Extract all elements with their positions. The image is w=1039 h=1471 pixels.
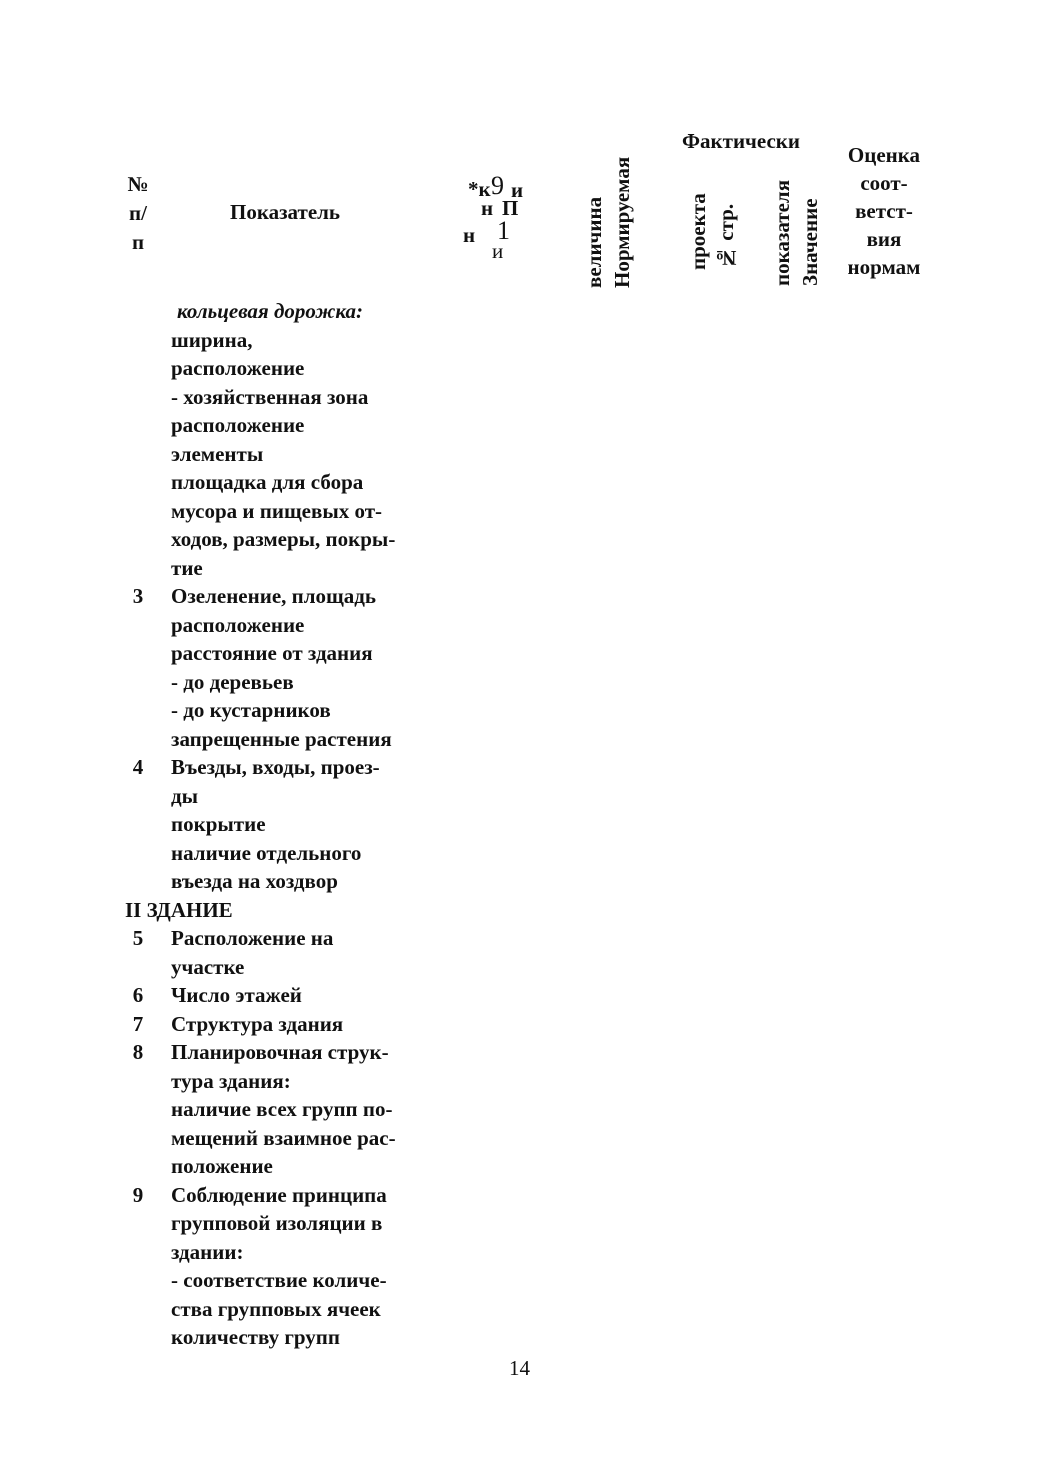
header-value-line: Значение (798, 198, 822, 286)
header-page-ref (684, 178, 740, 270)
table-row (118, 1266, 438, 1295)
row-text: тура здания: (171, 1068, 291, 1093)
table-row (118, 1067, 438, 1096)
row-number: 5 (132, 926, 144, 950)
table-row (118, 525, 438, 554)
header-symbol: н (481, 196, 494, 220)
header-value-line: показателя (770, 179, 794, 286)
row-text: покрытие (171, 812, 266, 836)
page-number: 14 (509, 1356, 530, 1380)
header-symbol: *к (468, 177, 491, 201)
table-row (118, 1038, 438, 1067)
header-evaluation-line: нормам (847, 255, 921, 279)
row-text: Соблюдение принципа (171, 1182, 387, 1207)
table-row (118, 782, 438, 811)
table-row (118, 1095, 438, 1124)
header-symbol: н (463, 223, 476, 247)
row-text: ды (171, 783, 199, 808)
row-text: - до деревьев (171, 669, 294, 694)
table-row (118, 753, 438, 782)
row-number: 9 (132, 1182, 144, 1207)
table-row (118, 725, 438, 754)
row-text: здании: (171, 1239, 244, 1264)
row-text: групповой изоляции в (171, 1211, 383, 1235)
table-row (118, 924, 438, 953)
table-row (118, 468, 438, 497)
header-symbols (462, 172, 532, 262)
header-actual: Фактически (682, 129, 800, 153)
header-normative-line: Нормируемая (610, 156, 634, 288)
header-evaluation (830, 141, 938, 281)
table-row (118, 867, 438, 896)
table-row (118, 668, 438, 697)
row-text: Озеленение, площадь (171, 584, 376, 608)
table-row (118, 383, 438, 412)
row-text: ходов, размеры, покры- (171, 527, 396, 551)
row-number: 7 (132, 1011, 144, 1036)
table-row (118, 696, 438, 725)
table-row (118, 1209, 438, 1238)
row-text: тие (171, 555, 203, 580)
table-row (118, 611, 438, 640)
header-evaluation-line: соот- (860, 171, 908, 195)
header-symbol: П (502, 196, 519, 220)
row-text: мещений взаимное рас- (171, 1125, 396, 1150)
row-text: въезда на хоздвор (171, 869, 338, 893)
row-text: расположение (171, 356, 305, 380)
table-row (118, 1010, 438, 1039)
row-text: положение (171, 1154, 273, 1178)
row-text: участке (171, 954, 245, 979)
row-text: площадка для сбора (171, 470, 364, 494)
row-text: ширина, (171, 327, 253, 352)
row-text: Число этажей (171, 983, 302, 1007)
table-row (118, 839, 438, 868)
header-number-line: № (127, 172, 149, 196)
table-row (118, 411, 438, 440)
table-row (118, 440, 438, 469)
header-number (118, 170, 158, 257)
header-page-ref-line: № стр. (714, 203, 738, 270)
table-row (118, 1152, 438, 1181)
row-text: наличие всех групп по- (171, 1097, 393, 1121)
section-heading (118, 896, 438, 925)
header-number-line: п/ (129, 201, 147, 225)
row-text: Расположение на (171, 926, 334, 950)
row-text: - хозяйственная зона (171, 384, 369, 409)
row-number: 3 (132, 584, 144, 608)
header-normative-line: величина (582, 196, 606, 288)
row-text: расположение (171, 612, 305, 637)
row-text: Структура здания (171, 1011, 344, 1036)
table-row (118, 1124, 438, 1153)
table-row (118, 554, 438, 583)
row-text: количеству групп (171, 1325, 340, 1349)
row-text: запрещенные растения (171, 726, 392, 751)
table-row (118, 953, 438, 982)
table-row (118, 582, 438, 611)
header-symbol: и (511, 178, 524, 202)
table-row (118, 354, 438, 383)
indicator-list (118, 297, 438, 1352)
header-evaluation-line: вия (866, 227, 902, 251)
table-row (118, 497, 438, 526)
row-number: 4 (132, 755, 144, 779)
table-row (118, 1295, 438, 1324)
table-row (118, 810, 438, 839)
row-text: Планировочная струк- (171, 1040, 389, 1064)
table-row (118, 1181, 438, 1210)
row-text: Въезды, входы, проез- (171, 755, 380, 779)
row-text: - до кустарников (171, 698, 331, 722)
row-text: - соответствие количе- (171, 1268, 387, 1292)
header-evaluation-line: ветст- (855, 199, 913, 223)
row-text: II ЗДАНИЕ (125, 897, 233, 922)
row-text: мусора и пищевых от- (171, 498, 383, 523)
table-row (118, 981, 438, 1010)
header-evaluation-line: Оценка (847, 143, 921, 167)
row-text: элементы (171, 441, 264, 466)
header-symbol: 1 (497, 216, 510, 245)
header-symbol: 9 (491, 171, 504, 200)
row-text: наличие отдельного (171, 840, 362, 865)
table-row (118, 326, 438, 355)
table-row (118, 1238, 438, 1267)
row-text: расположение (171, 413, 305, 437)
header-number-line: п (131, 230, 145, 254)
header-indicator: Показатель (230, 200, 341, 224)
row-text: кольцевая дорожка: (177, 299, 364, 323)
table-row (118, 297, 438, 326)
header-value (768, 162, 824, 286)
header-normative (580, 132, 636, 288)
table-row (118, 1323, 438, 1352)
row-number: 8 (132, 1040, 144, 1064)
header-page-ref-line: проекта (686, 193, 710, 270)
row-number: 6 (132, 983, 144, 1007)
row-text: расстояние от здания (171, 641, 373, 665)
table-row (118, 639, 438, 668)
row-text: ства групповых ячеек (171, 1296, 381, 1321)
header-symbol: и (492, 239, 504, 263)
